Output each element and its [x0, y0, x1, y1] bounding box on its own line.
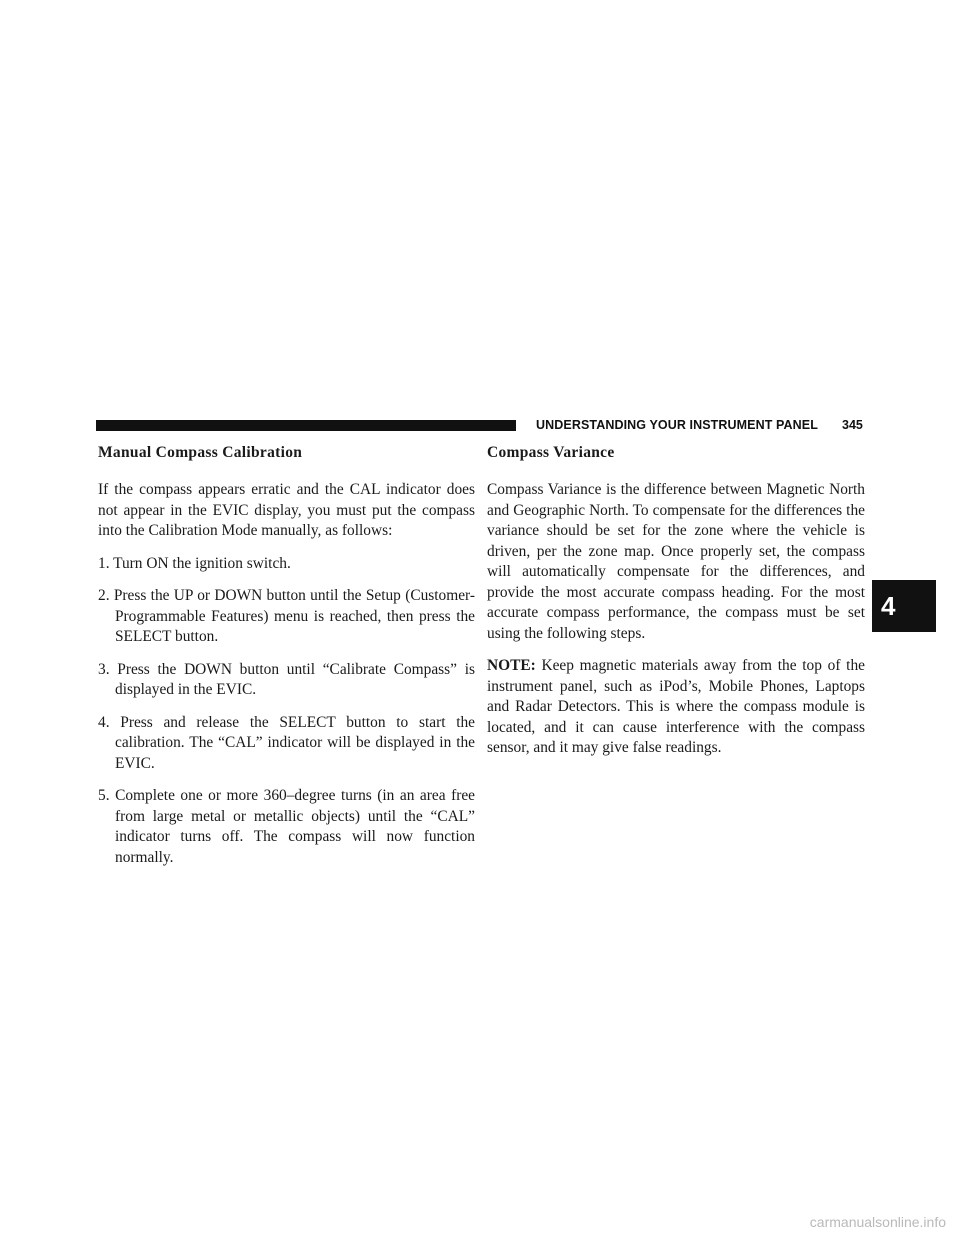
note-paragraph: [487, 656, 865, 759]
chapter-tab: 4: [872, 580, 936, 632]
manual-calibration-intro: If the compass appears erratic and the CAL indicator does not appear in the EVIC display, you must put the compass into the Calibration Mode manually, as follows:: [98, 481, 475, 539]
calibration-step: 5. Complete one or more 360–degree turns (in an area free from large metal or metallic objects) until the “CAL” indicator turns off. The compass will now function normally.: [98, 787, 475, 866]
calibration-steps-list: [98, 554, 475, 869]
calibration-step: 4. Press and release the SELECT button to start the calibration. The “CAL” indicator will be displayed in the EVIC.: [98, 713, 475, 772]
section-title: UNDERSTANDING YOUR INSTRUMENT PANEL: [536, 418, 818, 432]
header-rule: [96, 420, 516, 431]
note-label: NOTE:: [487, 657, 536, 674]
calibration-step: 1. Turn ON the ignition switch.: [98, 554, 291, 572]
compass-variance-heading: Compass Variance: [487, 444, 615, 461]
calibration-step: 3. Press the DOWN button until “Calibrate Compass” is displayed in the EVIC.: [98, 660, 475, 698]
right-column: [487, 444, 865, 771]
note-text: Keep magnetic materials away from the top of the instrument panel, such as iPod’s, Mobile Phones, Laptops and Radar Detectors. This is where the compass module is located, and it can cause interference with the compass sensor, and it may give false readings.: [487, 657, 865, 756]
left-column: [98, 444, 475, 880]
calibration-step: 2. Press the UP or DOWN button until the Setup (Customer-Programmable Features) menu is reached, then press the SELECT button.: [98, 587, 475, 645]
watermark-link[interactable]: carmanualsonline.info: [809, 1214, 946, 1230]
page-number: 345: [842, 418, 863, 432]
manual-calibration-heading: Manual Compass Calibration: [98, 444, 303, 461]
compass-variance-paragraph: Compass Variance is the difference between Magnetic North and Geographic North. To compensate for the differences the variance should be set for the zone where the vehicle is driven, per the zone map. Once properly set, the compass will automatically compensate for the differences, and provide the most accurate compass heading. For the most accurate compass performance, the compass must be set using the following steps.: [487, 481, 865, 642]
